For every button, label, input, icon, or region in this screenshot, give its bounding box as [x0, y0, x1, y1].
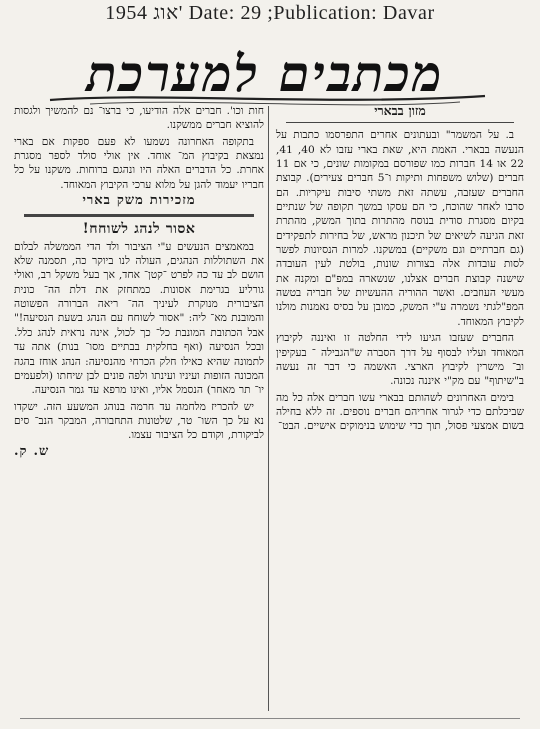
article-paragraph: ב. על המשמר" ובעתונים אחרים התפרסמו כתבות על הנעשה בבארי. האמת היא, שאת בארי עזבו לא 40, 41, 22 או 14 חברות כמו שפורסם במקומות שונים, כי אם 11 חברים (שלוש משפחות ותיקות ו־5 חברים צעירים). קבוצת החברים שעזבה, עשתה זאת משתי סיבות עיקריות. הם סרבו לאחר שהוכח, כי הם עסקו במשך תקופה של שנתיים בקיום מסגרת סודית בנוסח מהתרות בתוך המשק, מהתרת זאת הגיעה לשיאים של תיכנון מראש, של בחירות לתפקידים (גם חברתיים וגם משקיים) במשקנו. למרות הנסיונות לפשר לסות עובדות אלה בצורות שונות, בולטת לעין העובדה שישנה קבוצת חברים אצלנו, שנשארה במפ"ם ומקנה את מעשי העוזבים. ואשר ההוריה ההעשיות של חבריה בטשה המפ"לגתי נשמרה ע"י המשק, כמובן על בסיס נאמנות מולנו לקיבוץ המאוחד.: [276, 129, 524, 328]
section-divider: [24, 214, 254, 217]
article-heading: אסור לנהג לשוחח!: [82, 221, 196, 238]
article-paragraph: בימים האחרונים לשהותם בבארי עשו חברים אלה כל מה שביכלתם כדי לגרור אחריהם חברים נוספים. זה ללא בחילה בשום אמצעי פסול, תוך כדי שימוש בנימוקים אישיים. הבט־: [276, 391, 524, 433]
article-paragraph: החברים שעזבו הגיעו לידי החלטה זו ואיננה לקיבוץ המאוחד ועליו לבסוף על דרך הסברה ש"הגבילה ־ בעקיפין וב־ מישרין לקיבוץ הארצי. האשמה כי דבר זה נעשה ב"שיתוף" עם מק"י איננה נכונה.: [276, 332, 524, 388]
page-bottom-rule: [20, 718, 520, 719]
masthead: [30, 34, 500, 112]
article-right-column: [276, 104, 524, 719]
masthead-title: מכתבים למערכת: [86, 43, 444, 103]
column-divider: [268, 106, 269, 711]
publication-header: 1954 אוג' Date: 29 ;Publication: Davar: [105, 2, 435, 24]
article-left-column: [14, 104, 264, 719]
article-heading: מזון בבארי: [374, 103, 426, 118]
article-paragraph: בתקופה האחרונה נשמעו לא פעם ספקות אם בארי נמצאת בקיבוץ המ־ אוחד. אין אולי סולד לספר מסגרת אחרת. כל הדברים האלה היו ונהגם ברוחות. משקנו על כל חבריו יעמוד להגן על מלוא ערכי הקיבוץ המאוחד.: [14, 135, 264, 191]
heading-rule: [286, 122, 514, 123]
article-paragraph: חות וכו'. חברים אלה הודיעו, כי ברצו־ נם להמשיך ולגסות להוציא חברים ממשקנו.: [14, 105, 264, 132]
letter-signature: מזכירות משק בארי: [82, 193, 196, 209]
article-paragraph: יש להכריז מלחמה עד חרמה בנוהג המשעע הזה. ישקדו נא על כך השו־ טר, שלטונות התחבורה, המבקר הנב־ סים לביקורת, וקודם כל הציבור עצמו.: [14, 400, 264, 442]
letter-signature: ש. ק.: [14, 443, 50, 459]
article-paragraph: במאמצים הנעשים ע"י הציבור ולד הדי הממשלה לבלום את השתוללות הנהגים, העולה לנו ביוקר כה, תסמנה שלא הושם לב עד כה לפרט ־קטן־ אחד, אך בעל משקל רב, ואולי גורליע בגרימת אסונות. כמתחזק את דלת הה־ כונית הציבורית מנוקרת לעיניך הה־ ריאה הברורה הפשוטה והמובנת מא־ ליה: "אסור לשוחח עם הנהג בשעת הנסיעה!" אבל הכתובת המונבת כל־ כך לכול, אינה נראית לנהג כלל. ובכל הנסיעה (ואף בחלקית בבתיים מסו־ בנות) אתה עד לתמונה שהיא כאילו חלק הכרחי מהנסיעה: הנהג אוחז בהגה המכונה הזופות ועיניו ועינתו ולפה פונים לבן שיחתו (ולפעמים יו־ תר מאחר) הנסמל אליו, ואינו מרפא עד גמר הנסיעה.: [14, 240, 264, 397]
